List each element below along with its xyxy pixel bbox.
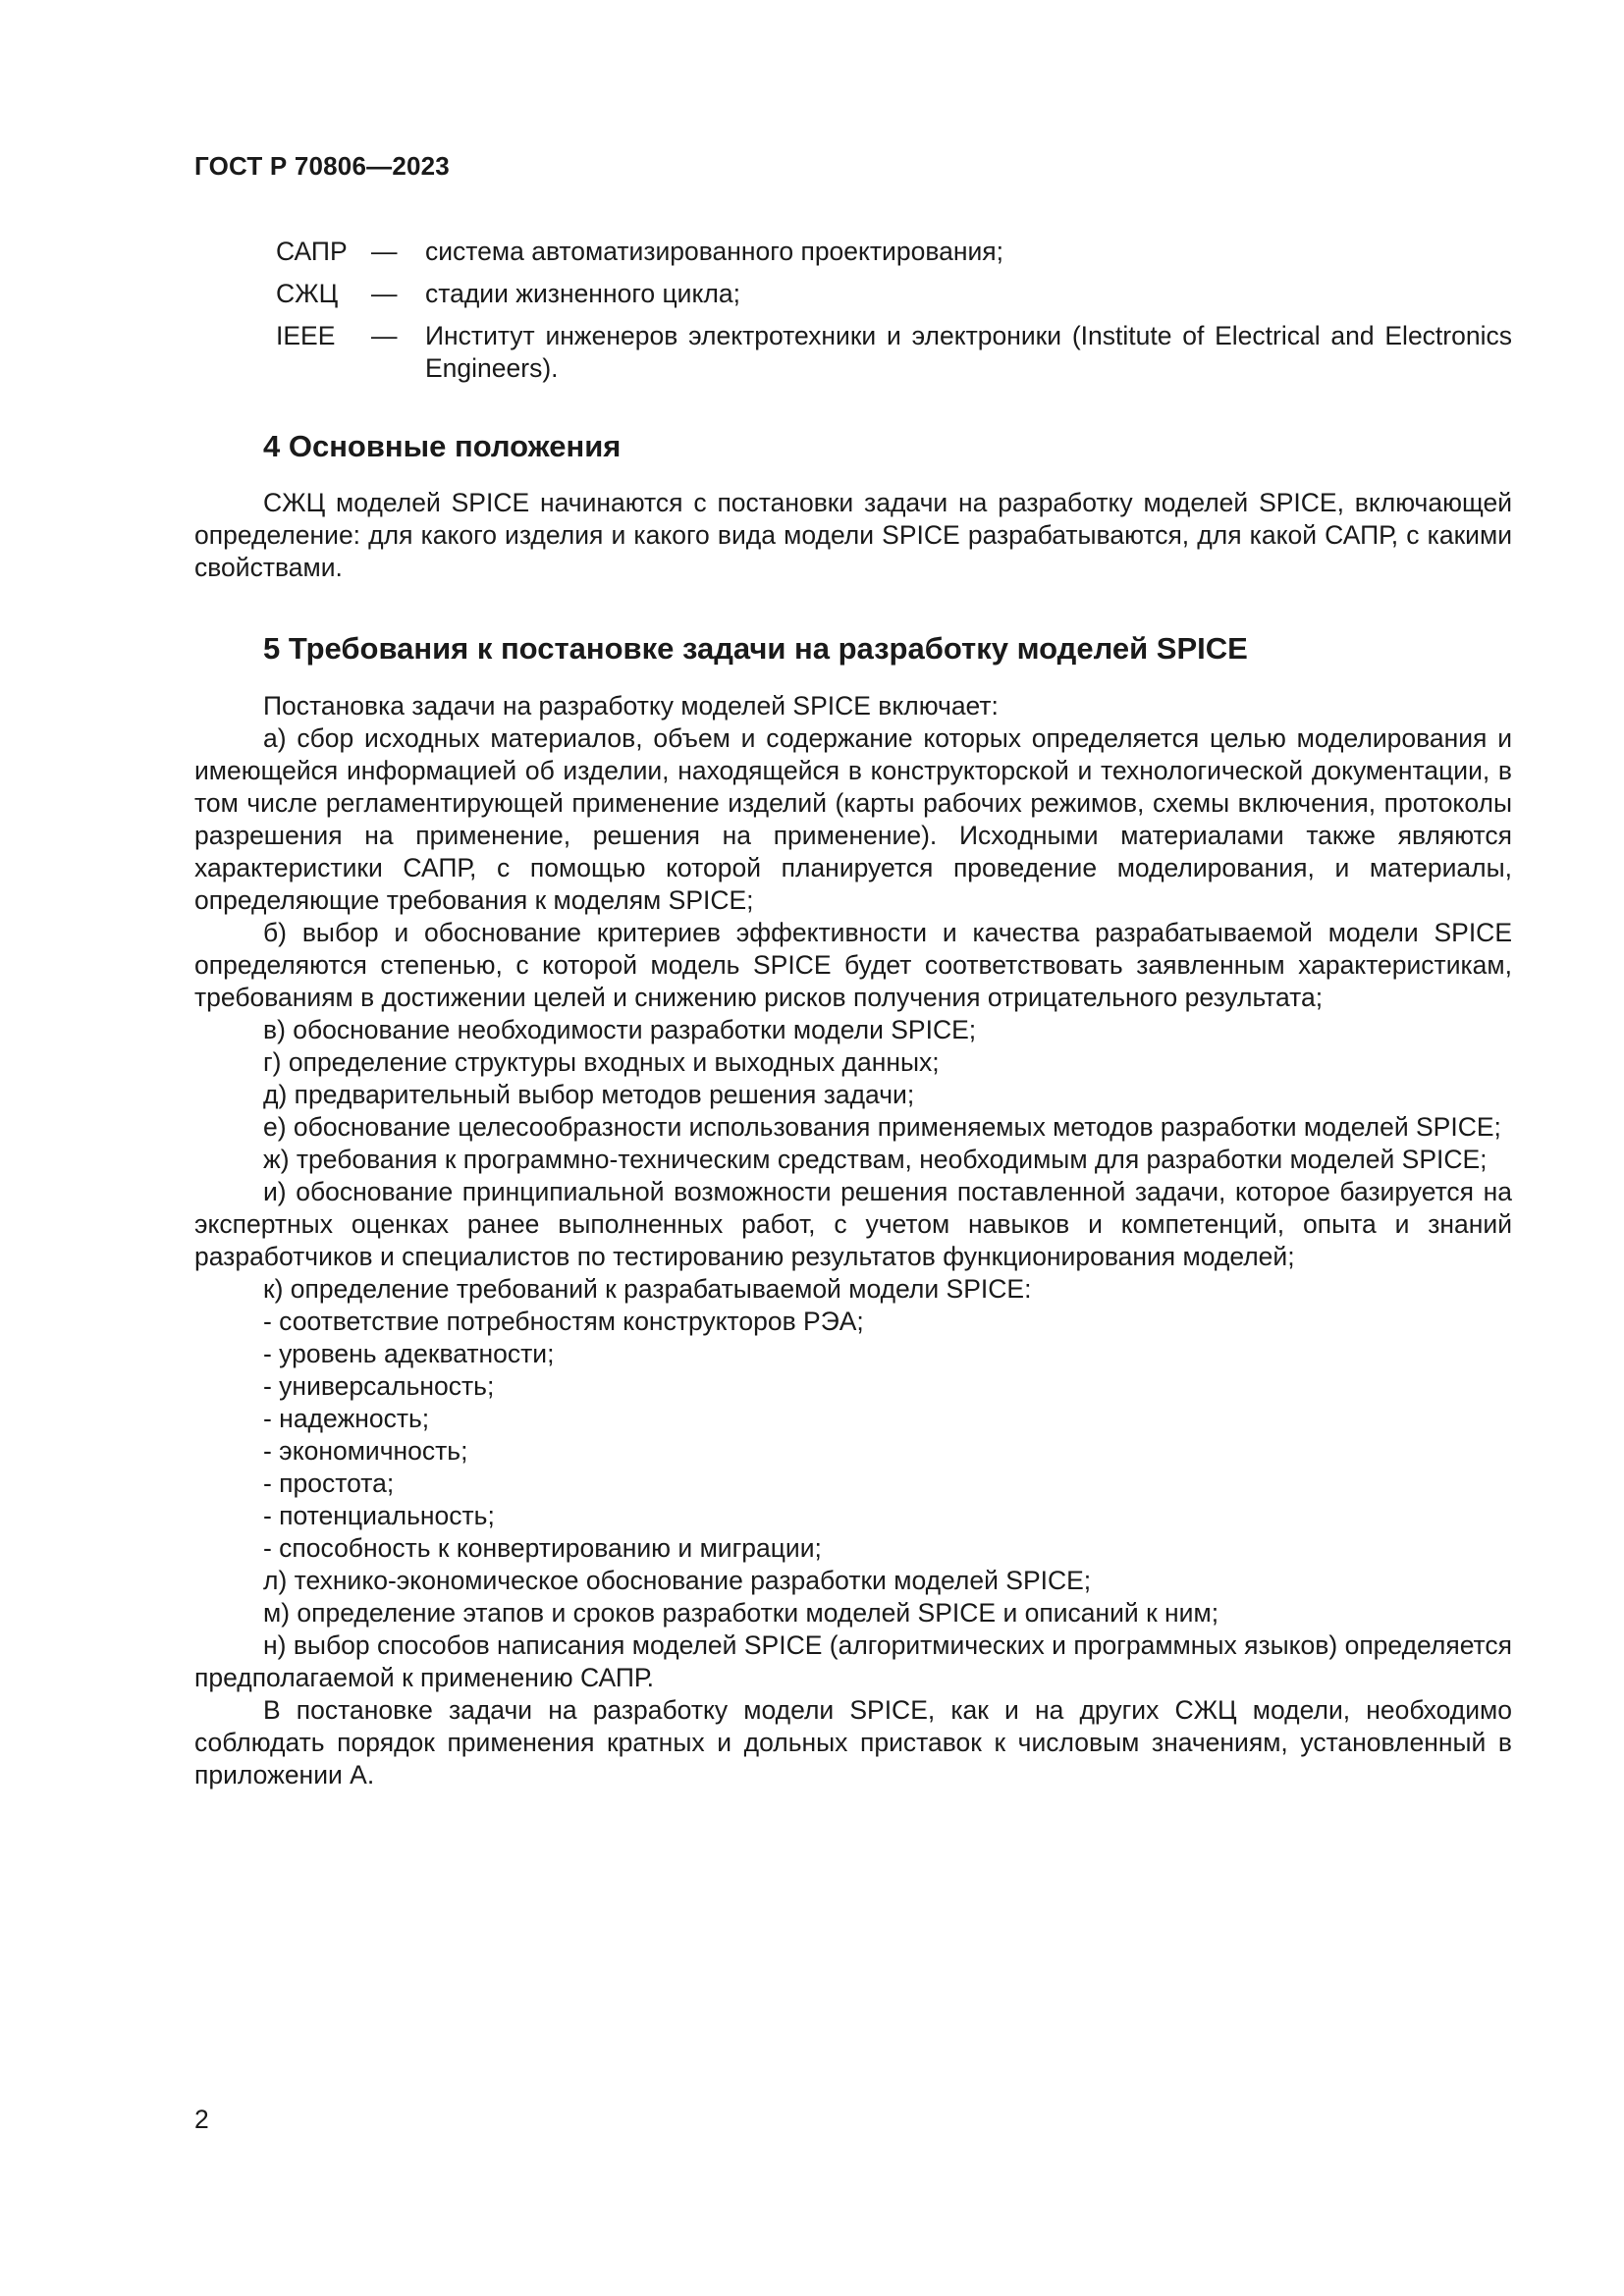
list-item: и) обоснование принципиальной возможности решения поставленной задачи, которое базируется на экспертных оценках ранее выполненных работ, с учетом навыков и компетенций, опыта и знаний разработчиков и специалистов по тестированию результатов функционирования моделей;: [194, 1177, 1512, 1271]
list-item: а) сбор исходных материалов, объем и содержание которых определяется целью моделирования и имеющейся информацией об изделии, находящейся в конструкторской и технологической документации, в том числе регламентирующей применение изделий (карты рабочих режимов, схемы включения, протоколы разрешения на применение, решения на применение). Исходными материалами также являются характеристики САПР, с помощью которой планируется проведение моделирования, и материалы, определяющие требования к моделям SPICE;: [194, 723, 1512, 915]
paragraph: СЖЦ моделей SPICE начинаются с постановки задачи на разработку моделей SPICE, включающей определение: для какого изделия и какого вида модели SPICE разрабатываются, для какой САПР, с какими свойствами.: [194, 488, 1512, 582]
document-page: [194, 0, 1512, 2296]
sub-list-item: - универсальность;: [263, 1371, 495, 1401]
abbreviation-definition: система автоматизированного проектирования;: [425, 237, 1004, 266]
list-item: к) определение требований к разрабатываемой модели SPICE:: [263, 1274, 1032, 1304]
section-4-body: [194, 487, 1512, 584]
abbreviation-row: [276, 278, 1512, 310]
list-item: е) обоснование целесообразности использования применяемых методов разработки моделей SPICE;: [263, 1112, 1501, 1142]
abbreviation-row: [276, 236, 1512, 268]
list-item: ж) требования к программно-техническим средствам, необходимым для разработки моделей SPICE;: [263, 1145, 1488, 1174]
abbreviation-dash: —: [371, 321, 398, 350]
section-5-title: 5 Требования к постановке задачи на разработку моделей SPICE: [263, 631, 1248, 666]
list-item: м) определение этапов и сроков разработки моделей SPICE и описаний к ним;: [263, 1598, 1219, 1628]
list-item: н) выбор способов написания моделей SPICE (алгоритмических и программных языков) определяется предполагаемой к применению САПР.: [194, 1630, 1512, 1692]
page-number: 2: [194, 2105, 209, 2134]
sub-list-item: - потенциальность;: [263, 1501, 495, 1530]
list-item: в) обоснование необходимости разработки модели SPICE;: [263, 1015, 977, 1044]
paragraph: Постановка задачи на разработку моделей SPICE включает:: [263, 691, 999, 721]
abbreviation-term: IEEE: [276, 321, 336, 350]
list-item: л) технико-экономическое обоснование разработки моделей SPICE;: [263, 1566, 1092, 1595]
abbreviation-dash: —: [371, 237, 398, 266]
section-5-body: [194, 690, 1512, 1791]
section-4-title: 4 Основные положения: [263, 429, 622, 463]
sub-list-item: - соответствие потребностям конструкторов РЭА;: [263, 1307, 864, 1336]
abbreviation-definition: Институт инженеров электротехники и электроники (Institute of Electrical and Electronics Engineers).: [425, 321, 1512, 383]
sub-list-item: - экономичность;: [263, 1436, 468, 1466]
standard-code-header: ГОСТ Р 70806—2023: [194, 151, 450, 181]
sub-list-item: - простота;: [263, 1468, 395, 1498]
list-item: д) предварительный выбор методов решения задачи;: [263, 1080, 915, 1109]
list-item: г) определение структуры входных и выходных данных;: [263, 1047, 940, 1077]
abbreviation-term: САПР: [276, 237, 348, 266]
abbreviation-term: СЖЦ: [276, 279, 339, 308]
abbreviation-definition: стадии жизненного цикла;: [425, 279, 740, 308]
abbreviation-row: [276, 320, 1512, 385]
sub-list-item: - надежность;: [263, 1404, 430, 1433]
sub-list-item: - уровень адекватности;: [263, 1339, 555, 1368]
abbreviation-dash: —: [371, 279, 398, 308]
list-item: б) выбор и обоснование критериев эффективности и качества разрабатываемой модели SPICE определяются степенью, с которой модель SPICE будет соответствовать заявленным характеристикам, требованиям в достижении целей и снижению рисков получения отрицательного результата;: [194, 918, 1512, 1012]
abbreviations-list: [276, 236, 1512, 395]
sub-list-item: - способность к конвертированию и миграции;: [263, 1533, 822, 1563]
paragraph: В постановке задачи на разработку модели SPICE, как и на других СЖЦ модели, необходимо соблюдать порядок применения кратных и дольных приставок к числовым значениям, установленный в приложении А.: [194, 1695, 1512, 1789]
